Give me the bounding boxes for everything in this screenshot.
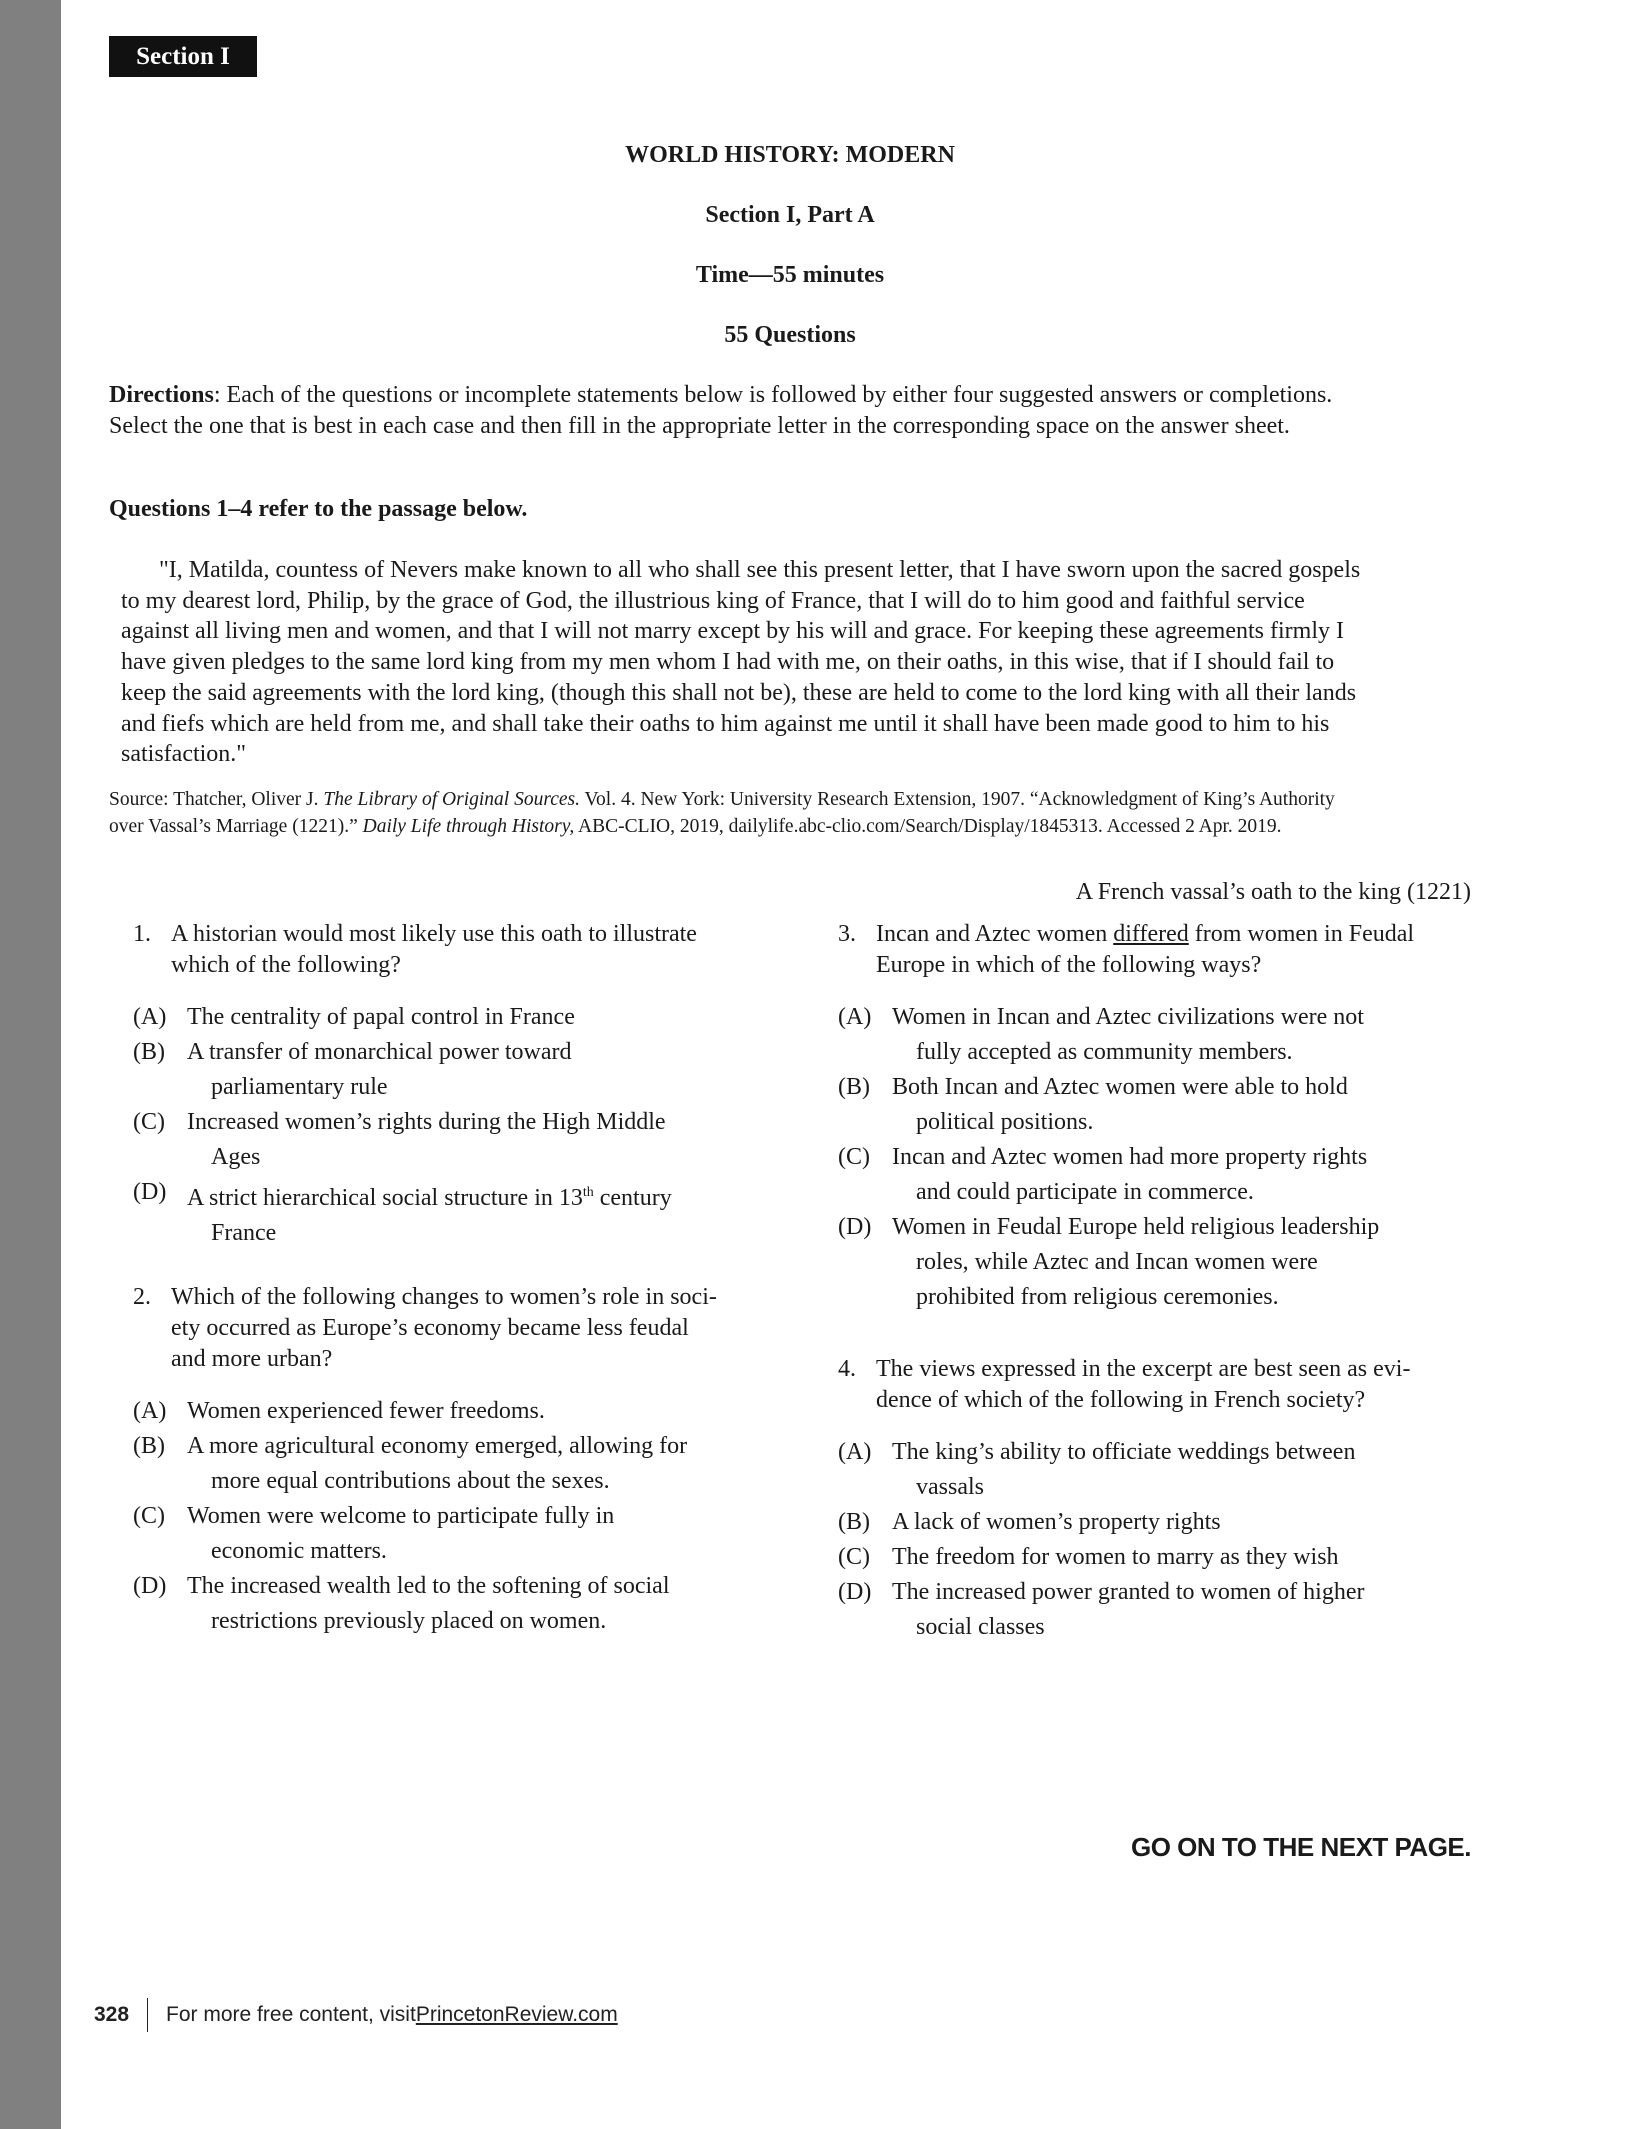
option-letter: (B) [838,1074,870,1100]
option-letter: (D) [838,1579,872,1605]
option-text: France [211,1220,277,1246]
option-text: and could participate in commerce. [916,1179,1254,1205]
option-text: roles, while Aztec and Incan women were [916,1249,1318,1275]
option-text: fully accepted as community members. [916,1039,1293,1065]
answer-options [838,1000,1414,1315]
answer-option[interactable] [838,1435,1410,1505]
stem-text: Incan and Aztec women [876,921,1114,947]
page-number: 328 [94,2003,130,2026]
option-letter: (C) [838,1544,870,1570]
passage [121,555,1360,770]
option-text: political positions. [916,1109,1094,1135]
directions-label: Directions [109,382,214,408]
stem-line: and more urban? [171,1346,333,1372]
passage-line: keep the said agreements with the lord king, (though this shall not be), these are held to come to the lord king with all their lands [121,679,1357,706]
option-text: Women in Feudal Europe held religious leadership [892,1214,1380,1240]
option-text: social classes [916,1614,1045,1640]
answer-option[interactable] [133,1569,717,1639]
footer-link[interactable]: PrincetonReview.com [415,2003,618,2026]
option-letter: (B) [133,1039,165,1065]
option-text: Women experienced fewer freedoms. [187,1398,545,1424]
answer-option[interactable] [838,1140,1414,1210]
exam-title: WORLD HISTORY: MODERN [625,142,955,168]
option-letter: (A) [838,1004,872,1030]
question-count: 55 Questions [724,322,856,348]
option-text: A lack of women’s property rights [892,1509,1221,1535]
question-number: 1. [133,921,151,947]
option-letter: (B) [838,1509,870,1535]
go-on-notice: GO ON TO THE NEXT PAGE. [1130,1832,1471,1862]
stem-line: A historian would most likely use this oath to illustrate [171,921,697,947]
option-text: century [593,1185,672,1211]
source-title: Daily Life through History, [362,816,575,837]
time-limit: Time—55 minutes [695,262,885,288]
question-number: 3. [838,921,856,947]
stem-text: from women in Feudal [1188,921,1415,947]
answer-option[interactable] [838,1070,1414,1140]
option-letter: (C) [133,1503,165,1529]
answer-option[interactable] [133,1499,717,1569]
passage-line: satisfaction." [121,741,247,768]
option-letter: (C) [838,1144,870,1170]
source-citation [109,786,1335,840]
option-letter: (D) [838,1214,872,1240]
stem-line: which of the following? [171,952,401,978]
footer-text: For more free content, visit [166,2003,416,2026]
footer [94,1998,618,2032]
stem-emphasis: differed [1113,921,1189,947]
option-text: Women were welcome to participate fully in [187,1503,615,1529]
option-letter: (C) [133,1109,165,1135]
option-text: The freedom for women to marry as they wish [892,1544,1339,1570]
answer-option[interactable] [133,1035,697,1105]
footer-divider [147,1998,148,2032]
source-title: The Library of Original Sources. [323,789,580,810]
question-number: 4. [838,1356,856,1382]
answer-option[interactable] [133,1429,717,1499]
source-text: Vol. 4. New York: University Research Extension, 1907. “Acknowledgment of King’s Authority [579,789,1335,810]
passage-line: have given pledges to the same lord king from my men whom I had with me, on their oaths, in this wise, that if I should fail to [121,649,1335,676]
option-text: The increased wealth led to the softening of social [187,1573,670,1599]
option-text: economic matters. [211,1538,387,1564]
answer-option[interactable] [133,1105,697,1175]
answer-option[interactable] [838,1505,1410,1540]
option-text: Incan and Aztec women had more property rights [892,1144,1368,1170]
source-text: ABC-CLIO, 2019, dailylife.abc-clio.com/Search/Display/1845313. Accessed 2 Apr. 2019. [574,816,1282,837]
option-letter: (A) [133,1398,167,1424]
passage-line: to my dearest lord, Philip, by the grace of God, the illustrious king of France, that I will do to him good and faithful service [121,587,1305,614]
question-stem [838,919,1414,981]
option-text: Both Incan and Aztec women were able to hold [892,1074,1348,1100]
option-text: more equal contributions about the sexes. [211,1468,610,1494]
option-text: The king’s ability to officiate weddings between [892,1439,1356,1465]
option-text: restrictions previously placed on women. [211,1608,607,1634]
answer-options [133,1394,717,1639]
answer-options [838,1435,1410,1645]
answer-option[interactable] [838,1210,1414,1315]
option-letter: (A) [838,1439,872,1465]
directions [109,380,1489,442]
question-number: 2. [133,1284,151,1310]
question-2 [133,1282,717,1639]
answer-option[interactable] [838,1540,1410,1575]
question-reference: Questions 1–4 refer to the passage below. [109,496,528,522]
answer-option[interactable] [838,1000,1414,1070]
passage-line: against all living men and women, and that I will not marry except by his will and grace. For keeping these agreements firmly I [121,618,1344,645]
option-text: The centrality of papal control in France [187,1004,575,1030]
option-text: The increased power granted to women of higher [892,1579,1365,1605]
stem-line: Which of the following changes to women’s role in soci- [171,1284,717,1310]
page-gutter [0,0,61,2129]
question-stem [133,919,697,981]
stem-line [876,919,1414,950]
option-text [187,1175,697,1216]
stem-line: dence of which of the following in French society? [876,1387,1366,1413]
answer-option[interactable] [133,1000,697,1035]
option-text: A transfer of monarchical power toward [187,1039,572,1065]
stem-line: The views expressed in the excerpt are best seen as evi- [876,1356,1411,1382]
question-stem [838,1354,1410,1416]
option-letter: (D) [133,1573,167,1599]
stem-line: Europe in which of the following ways? [876,952,1262,978]
superscript: th [582,1185,594,1200]
passage-caption: A French vassal’s oath to the king (1221) [1075,879,1471,905]
answer-option[interactable] [133,1175,697,1251]
option-letter: (A) [133,1004,167,1030]
answer-options [133,1000,697,1251]
option-text: Increased women’s rights during the High Middle [187,1109,666,1135]
question-stem [133,1282,717,1375]
question-1 [133,919,697,1251]
stem-line: ety occurred as Europe’s economy became less feudal [171,1315,689,1341]
directions-line: : Each of the questions or incomplete statements below is followed by either four suggested answers or completions. [213,382,1333,408]
section-part: Section I, Part A [705,202,875,228]
directions-line: Select the one that is best in each case and then fill in the appropriate letter in the corresponding space on the answer sheet. [109,413,1290,439]
answer-option[interactable] [838,1575,1410,1645]
question-4 [838,1354,1410,1645]
question-3 [838,919,1414,1315]
source-text: Source: Thatcher, Oliver J. [109,789,324,810]
passage-line: and fiefs which are held from me, and shall take their oaths to him against me until it shall have been made good to him to his [121,710,1330,737]
option-text: Women in Incan and Aztec civilizations were not [892,1004,1364,1030]
answer-option[interactable] [133,1394,717,1429]
option-text: A more agricultural economy emerged, allowing for [187,1433,688,1459]
source-text: over Vassal’s Marriage (1221).” [109,816,363,837]
option-text: prohibited from religious ceremonies. [916,1284,1279,1310]
passage-line: "I, Matilda, countess of Nevers make known to all who shall see this present letter, that I have sworn upon the sacred gospels [159,557,1361,583]
option-letter: (D) [133,1179,167,1205]
option-text: A strict hierarchical social structure in 13 [187,1185,583,1211]
option-letter: (B) [133,1433,165,1459]
section-tab: Section I [109,36,257,77]
option-text: Ages [211,1144,261,1170]
option-text: parliamentary rule [211,1074,388,1100]
option-text: vassals [916,1474,984,1500]
